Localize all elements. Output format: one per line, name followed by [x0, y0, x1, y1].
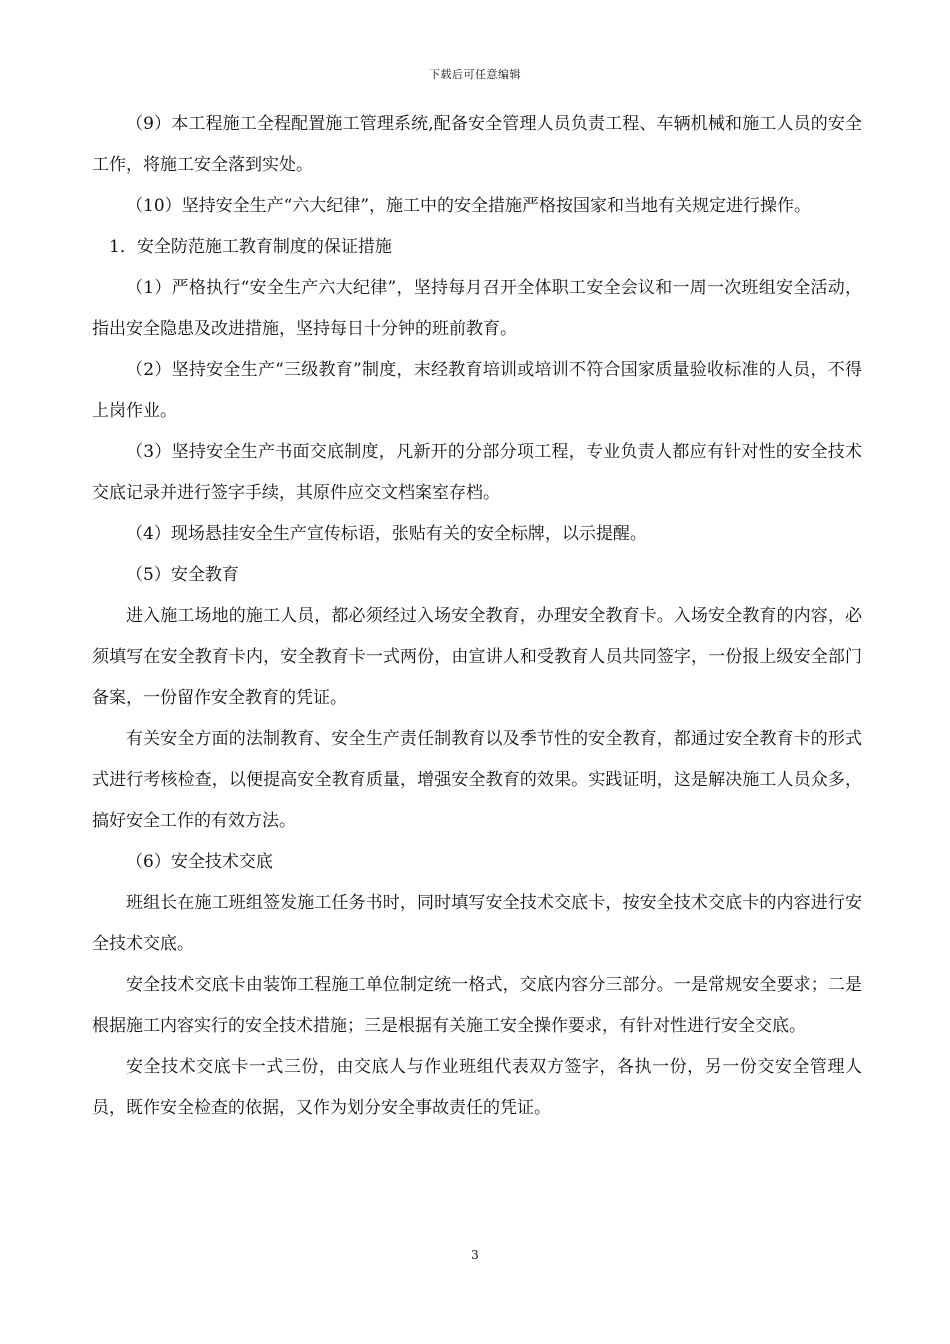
paragraph: （4）现场悬挂安全生产宣传标语，张贴有关的安全标牌，以示提醒。 [126, 524, 647, 544]
subsection-heading: （6）安全技术交底 [126, 852, 273, 872]
paragraph: （9）本工程施工全程配置施工管理系统,配备安全管理人员负责工程、车辆机械和施工人员的安全工作，将施工安全落到实处。 [92, 114, 862, 175]
paragraph: 有关安全方面的法制教育、安全生产责任制教育以及季节性的安全教育，都通过安全教育卡的形式式进行考核检查，以便提高安全教育质量，增强安全教育的效果。实践证明，这是解决施工人员众多，搞好安全工作的有效方法。 [92, 729, 862, 831]
paragraph: 进入施工场地的施工人员，都必须经过入场安全教育，办理安全教育卡。入场安全教育的内容，必须填写在安全教育卡内，安全教育卡一式两份，由宣讲人和受教育人员共同签字，一份报上级安全部门备案，一份留作安全教育的凭证。 [92, 606, 862, 708]
paragraph: 班组长在施工班组签发施工任务书时，同时填写安全技术交底卡，按安全技术交底卡的内容进行安全技术交底。 [92, 893, 862, 954]
document-body [92, 104, 862, 1129]
subsection-heading: （5）安全教育 [126, 565, 239, 585]
paragraph: （2）坚持安全生产“三级教育”制度，末经教育培训或培训不符合国家质量验收标准的人员，不得上岗作业。 [92, 360, 862, 421]
page-header: 下载后可任意编辑 [429, 68, 521, 81]
paragraph: 安全技术交底卡一式三份，由交底人与作业班组代表双方签字，各执一份，另一份交安全管理人员，既作安全检查的依据，又作为划分安全事故责任的凭证。 [92, 1057, 862, 1118]
paragraph: （3）坚持安全生产书面交底制度，凡新开的分部分项工程，专业负责人都应有针对性的安全技术交底记录并进行签字手续，其原件应交文档案室存档。 [92, 442, 862, 503]
paragraph: （10）坚持安全生产“六大纪律”，施工中的安全措施严格按国家和当地有关规定进行操作。 [126, 196, 812, 216]
paragraph: 安全技术交底卡由装饰工程施工单位制定统一格式，交底内容分三部分。一是常规安全要求；二是根据施工内容实行的安全技术措施；三是根据有关施工安全操作要求，有针对性进行安全交底。 [92, 975, 862, 1036]
page-number: 3 [471, 1248, 479, 1262]
paragraph: （1）严格执行“安全生产六大纪律”，坚持每月召开全体职工安全会议和一周一次班组安全活动，指出安全隐患及改进措施，坚持每日十分钟的班前教育。 [92, 278, 862, 339]
section-heading: 1．安全防范施工教育制度的保证措施 [109, 237, 392, 257]
